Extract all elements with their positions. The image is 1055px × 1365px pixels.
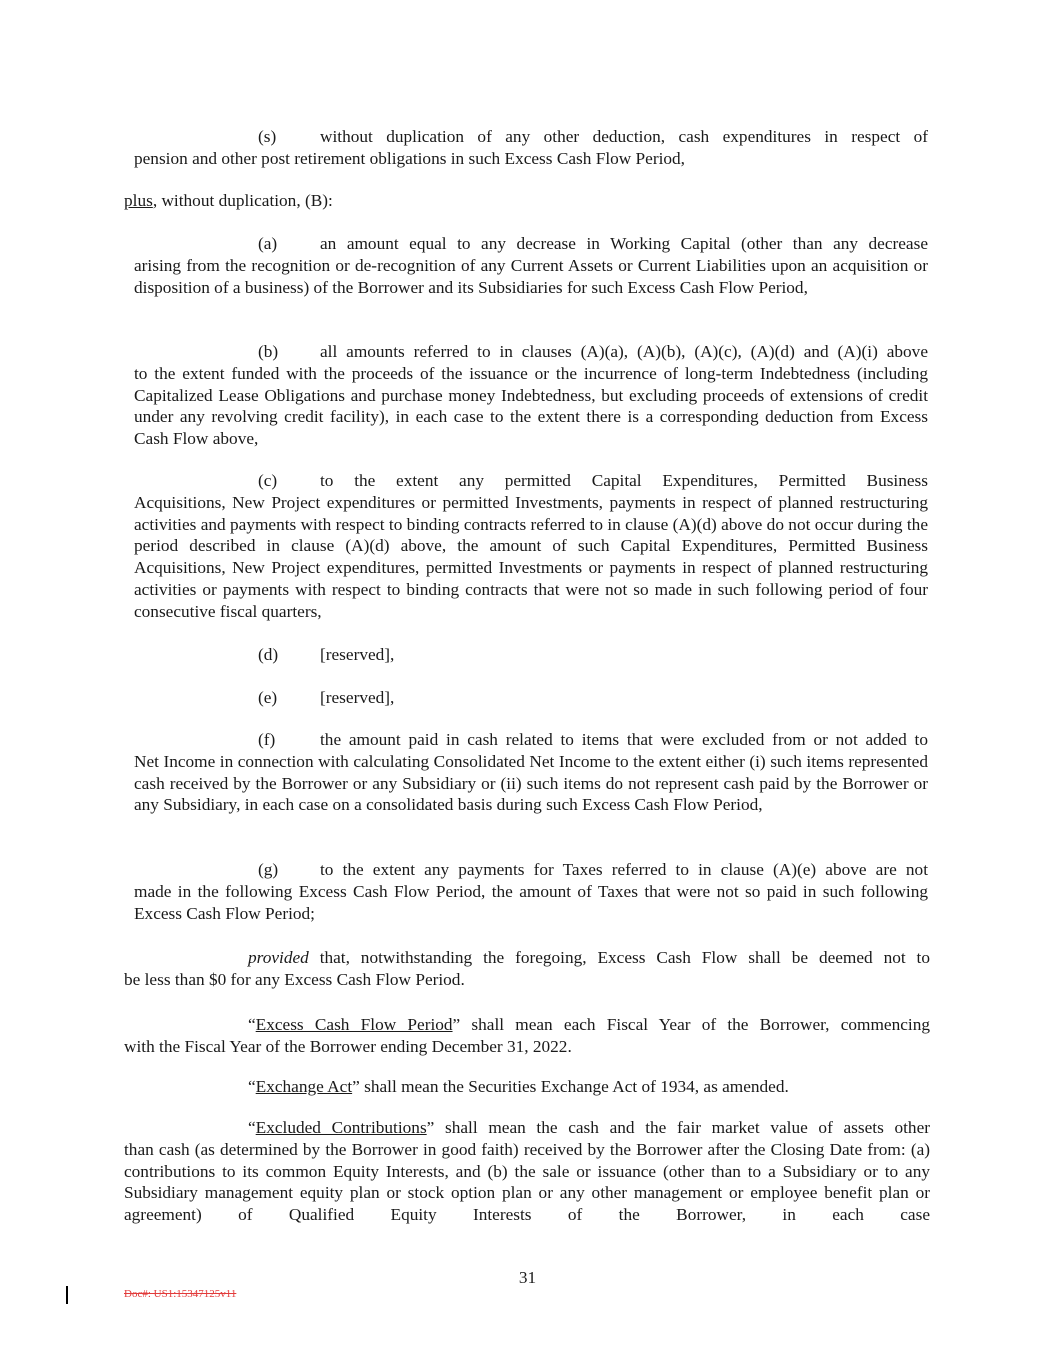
clause-label: (s) [258, 127, 277, 146]
clause-first-line: to the extent any permitted Capital Expenditures, Permitted Business [320, 471, 928, 490]
defined-term: Excluded Contributions [255, 1118, 427, 1137]
clause-text: to the extent funded with the proceeds of the issuance or the incurrence of long-term Indebtedness (including Capitalized Lease Obligations and purchase money Indebtedness, but excluding proceeds of extensions of credit under any revolving credit facility), in each case to the extent there is a corresponding deduction from Excess Cash Flow above, [134, 363, 928, 449]
clause-text: [reserved], [320, 645, 395, 664]
change-bar [66, 1286, 68, 1304]
plus-text: , without duplication, (B): [152, 191, 333, 210]
open-quote: “ [248, 1077, 256, 1096]
provided-word: provided [248, 948, 309, 967]
open-quote: “ [248, 1015, 256, 1034]
clause-text: made in the following Excess Cash Flow Period, the amount of Taxes that were not so paid in such following Excess Cash Flow Period; [134, 881, 928, 923]
definition-excluded-contributions [124, 1117, 930, 1226]
clause-first-line: without duplication of any other deduction, cash expenditures in respect of [320, 127, 928, 146]
definition-text: ” shall mean the Securities Exchange Act of 1934, as amended. [352, 1077, 789, 1096]
page-number: 31 [518, 1268, 537, 1287]
provided-first-line: that, notwithstanding the foregoing, Excess Cash Flow shall be deemed not to [308, 948, 930, 967]
clause-b [134, 341, 928, 450]
clause-s [134, 126, 928, 170]
document-id: Doc#: US1:15347125v11 [124, 1288, 237, 1300]
defined-term: Exchange Act [255, 1077, 353, 1096]
definition-excess-cash-flow-period [124, 1014, 930, 1058]
clause-first-line: the amount paid in cash related to items that were excluded from or not added to [320, 730, 928, 749]
definition-text: with the Fiscal Year of the Borrower ending December 31, 2022. [124, 1036, 572, 1056]
clause-first-line: an amount equal to any decrease in Working Capital (other than any decrease [320, 234, 928, 253]
definition-exchange-act [124, 1076, 930, 1098]
clause-a [134, 233, 928, 298]
clause-label: (a) [258, 234, 278, 253]
clause-label: (e) [258, 688, 278, 707]
clause-text: Acquisitions, New Project expenditures or permitted Investments, payments in respect of planned restructuring activities and payments with respect to binding contracts referred to in clause (A)(d) above do not occur during the period described in clause (A)(d) above, the amount of such Capital Expenditures, Permitted Business Acquisitions, New Project expenditures, permitted Investments or payments in respect of planned restructuring activities or payments with respect to binding contracts that were not so made in such following period of four consecutive fiscal quarters, [134, 492, 928, 621]
provided-text: be less than $0 for any Excess Cash Flow Period. [124, 969, 465, 989]
clause-label: (d) [258, 645, 279, 664]
clause-first-line: all amounts referred to in clauses (A)(a), (A)(b), (A)(c), (A)(d) and (A)(i) above [320, 342, 928, 361]
defined-term: Excess Cash Flow Period [255, 1015, 453, 1034]
definition-text: than cash (as determined by the Borrower in good faith) received by the Borrower after the Closing Date from: (a) contributions to its common Equity Interests, and (b) the sale or issuance (other than to a Subsidiary or to any Subsidiary management equity plan or stock option plan or any other management or employee benefit plan or agreement) of Qualified Equity Interests of the Borrower, in each case [124, 1139, 930, 1225]
clause-text: arising from the recognition or de-recognition of any Current Assets or Current Liabilities upon an acquisition or disposition of a business) of the Borrower and its Subsidiaries for such Excess Cash Flow Period, [134, 255, 928, 297]
clause-text: pension and other post retirement obligations in such Excess Cash Flow Period, [134, 148, 686, 168]
clause-first-line: to the extent any payments for Taxes referred to in clause (A)(e) above are not [320, 860, 928, 879]
clause-f [134, 729, 928, 816]
clause-label: (b) [258, 342, 279, 361]
clause-c [134, 470, 928, 623]
plus-word: plus [124, 191, 153, 210]
provided-paragraph [124, 947, 930, 991]
definition-first-line: ” shall mean the cash and the fair market value of assets other [426, 1118, 931, 1137]
clause-label: (c) [258, 471, 278, 490]
definition-first-line: ” shall mean each Fiscal Year of the Borrower, commencing [452, 1015, 930, 1034]
plus-line [124, 190, 930, 212]
clause-text: Net Income in connection with calculating Consolidated Net Income to the extent either (i) such items represented cash received by the Borrower or any Subsidiary or (ii) such items do not represent cash paid by the Borrower or any Subsidiary, in each case on a consolidated basis during such Excess Cash Flow Period, [134, 751, 928, 815]
clause-g [134, 859, 928, 924]
open-quote: “ [248, 1118, 256, 1137]
clause-label: (g) [258, 860, 279, 879]
clause-text: [reserved], [320, 688, 395, 707]
clause-label: (f) [258, 730, 276, 749]
